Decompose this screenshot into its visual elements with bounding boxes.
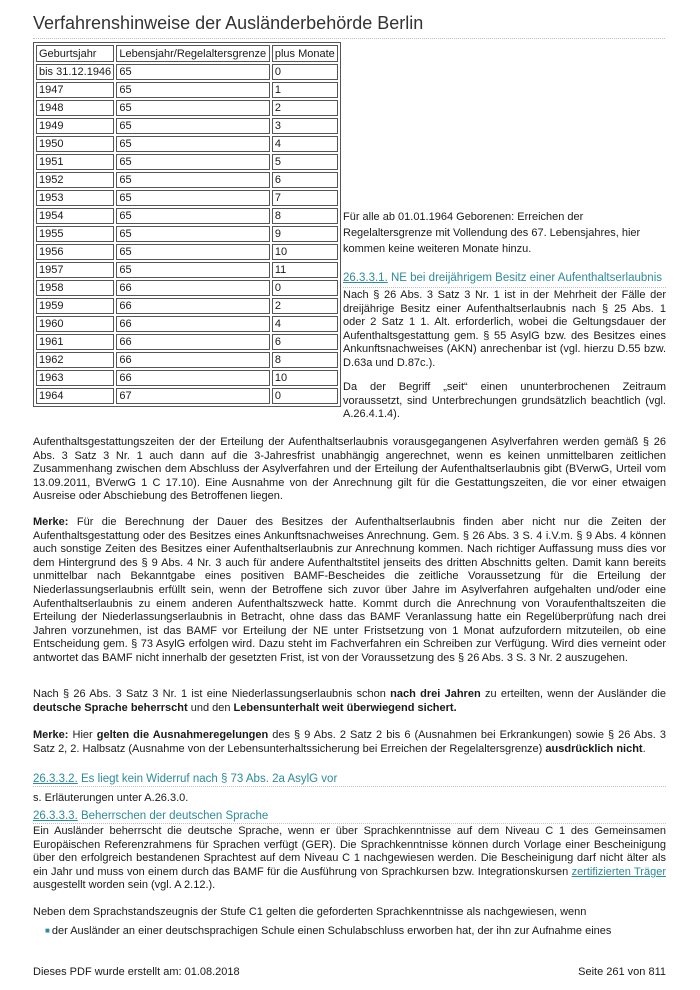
cell-age-limit: 65 bbox=[116, 208, 269, 224]
cell-birth-year: 1964 bbox=[36, 388, 114, 404]
side-note: Für alle ab 01.01.1964 Geborenen: Erreichen der Regelaltersgrenze mit Vollendung des 67. Lebensjahres, hier kommen keine weiteren Monate hinzu. bbox=[343, 211, 641, 255]
table-row bbox=[36, 298, 338, 314]
cell-age-limit: 65 bbox=[116, 226, 269, 242]
cell-age-limit: 65 bbox=[116, 64, 269, 80]
merke-label: Merke: bbox=[33, 516, 69, 528]
cell-plus-months: 4 bbox=[272, 136, 338, 152]
paragraph bbox=[33, 688, 666, 715]
cell-plus-months: 10 bbox=[272, 244, 338, 260]
table-row bbox=[36, 190, 338, 206]
cell-birth-year: 1953 bbox=[36, 190, 114, 206]
bold-text: deutsche Sprache beherrscht bbox=[33, 701, 188, 714]
table-row bbox=[36, 100, 338, 116]
cell-age-limit: 66 bbox=[116, 370, 269, 386]
cell-plus-months: 8 bbox=[272, 208, 338, 224]
cell-age-limit: 65 bbox=[116, 190, 269, 206]
cell-plus-months: 9 bbox=[272, 226, 338, 242]
cell-plus-months: 2 bbox=[272, 298, 338, 314]
table-row bbox=[36, 262, 338, 278]
page-number: Seite 261 von 811 bbox=[578, 966, 666, 978]
cell-birth-year: 1952 bbox=[36, 172, 114, 188]
cell-birth-year: 1961 bbox=[36, 334, 114, 350]
paragraph: s. Erläuterungen unter A.26.3.0. bbox=[33, 792, 189, 804]
column-header-plus-months: plus Monate bbox=[272, 45, 338, 62]
cell-birth-year: 1950 bbox=[36, 136, 114, 152]
bold-text: nach drei Jahren bbox=[390, 688, 481, 700]
cell-birth-year: 1963 bbox=[36, 370, 114, 386]
text: des § 9 Abs. 2 Satz 2 bis 6 (Ausnahmen bei Erkrankungen) sowie § 26 Abs. 3 Satz 2, 2. Halbsatz (Ausnahme von der Lebensunterhaltssicherung bei Erreichen der Regelaltersgrenze) bbox=[33, 729, 667, 755]
table-row bbox=[36, 172, 338, 188]
column-header-birth-year: Geburtsjahr bbox=[36, 45, 114, 62]
section-number-link[interactable]: 26.3.3.2. bbox=[33, 773, 78, 785]
created-date: Dieses PDF wurde erstellt am: 01.08.2018 bbox=[33, 966, 240, 978]
section-title: NE bei dreijährigem Besitz einer Aufenthaltserlaubnis bbox=[390, 272, 663, 284]
cell-birth-year: 1957 bbox=[36, 262, 114, 278]
table-row bbox=[36, 118, 338, 134]
section-number-link[interactable]: 26.3.3.1. bbox=[343, 272, 388, 284]
section-title: Beherrschen der deutschen Sprache bbox=[80, 810, 269, 822]
cell-birth-year: 1962 bbox=[36, 352, 114, 368]
cell-age-limit: 65 bbox=[116, 100, 269, 116]
text: Ein Ausländer beherrscht die deutsche Sprache, wenn er über Sprachkenntnisse auf dem Niveau C 1 des Gemeinsamen Europäischen Referenzrahmens für Sprachen verfügt (GER). Die Sprachkenntnisse können durch Vorlage einer Bescheinigung über den erfolgreich bestandenen Sprachtest auf dem Niveau C 1 nachgewiesen werden. Die Bescheinigung darf nicht älter als ein Jahr und muss von einem durch das BAMF für die Ausführung von Sprachkursen bzw. Integrationskursen bbox=[33, 825, 666, 878]
table-row bbox=[36, 226, 338, 242]
retirement-age-table bbox=[33, 42, 341, 407]
cell-age-limit: 65 bbox=[116, 244, 269, 260]
cell-age-limit: 65 bbox=[116, 262, 269, 278]
cell-birth-year: 1958 bbox=[36, 280, 114, 296]
cell-age-limit: 66 bbox=[116, 316, 269, 332]
bold-text: ausdrücklich nicht bbox=[545, 742, 643, 755]
table-row bbox=[36, 352, 338, 368]
cell-birth-year: 1960 bbox=[36, 316, 114, 332]
cell-birth-year: 1959 bbox=[36, 298, 114, 314]
section-heading-26-3-3-1 bbox=[343, 270, 666, 288]
cell-plus-months: 5 bbox=[272, 154, 338, 170]
page-title: Verfahrenshinweise der Ausländerbehörde Berlin bbox=[33, 13, 665, 39]
cell-age-limit: 66 bbox=[116, 352, 269, 368]
table-row bbox=[36, 82, 338, 98]
cell-plus-months: 4 bbox=[272, 316, 338, 332]
certified-provider-link[interactable]: zertifizierten Träger bbox=[571, 865, 666, 878]
cell-birth-year: 1956 bbox=[36, 244, 114, 260]
paragraph bbox=[33, 825, 666, 893]
merke-paragraph bbox=[33, 516, 666, 666]
cell-birth-year: 1951 bbox=[36, 154, 114, 170]
cell-plus-months: 2 bbox=[272, 100, 338, 116]
cell-plus-months: 0 bbox=[272, 280, 338, 296]
cell-plus-months: 11 bbox=[272, 262, 338, 278]
cell-birth-year: 1949 bbox=[36, 118, 114, 134]
cell-birth-year: bis 31.12.1946 bbox=[36, 64, 114, 80]
table-row bbox=[36, 244, 338, 260]
cell-age-limit: 65 bbox=[116, 172, 269, 188]
list-item bbox=[45, 924, 666, 939]
cell-age-limit: 65 bbox=[116, 136, 269, 152]
table-header-row bbox=[36, 45, 338, 62]
footer bbox=[33, 966, 666, 978]
cell-plus-months: 1 bbox=[272, 82, 338, 98]
text: zu erteilten, wenn der Ausländer die bbox=[480, 688, 666, 700]
table-row bbox=[36, 154, 338, 170]
list-item-text: der Ausländer an einer deutschsprachigen Schule einen Schulabschluss erworben hat, der ihn zur Aufnahme eines bbox=[51, 925, 612, 937]
table-row bbox=[36, 136, 338, 152]
bold-text: gelten die Ausnahmeregelungen bbox=[96, 729, 269, 741]
paragraph-text: Für die Berechnung der Dauer des Besitzes der Aufenthaltserlaubnis finden aber nicht nur die Zeiten der Aufenthaltsgestattung oder des Besitzes eines Ankunftsnachweises Anrechnung. Gem. § 26 Abs. 3 S. 4 i.V.m. § 9 Abs. 4 können auch sonstige Zeiten des Besitzes einer Aufenthaltserlaubnis zur Anrechnung kommen. Nach richtiger Auffassung muss dies vor dem Hintergrund des § 9 Abs. 4 Nr. 3 auch für andere Aufenthaltstitel jenseits des dritten Abschnitts gelten. Damit kann bereits unmittelbar nach Bekanntgabe eines positiven BAMF-Bescheides die zeitliche Voraussetzung für die Erteilung der Niederlassungserlaubnis erfüllt sein, wenn der Betroffene sich zuvor über Jahre im Asylverfahren aufgehalten und/oder eine Aufenthaltserlaubnis zu einem anderen Aufenthaltszweck hatte. Kommt durch die Anrechnung von Voraufenthaltszeiten die Erteilung der Niederlassungserlaubnis in Betracht, ohne dass das BAMF Veranlassung hatte ein Regelüberprüfung nach drei Jahren vorzunehmen, ist das BAMF vor Erteilung der NE unter Fristsetzung von 1 Monat aufzufordern mitzuteilen, ob eine Entscheidung gem. § 73 AsylG erfolgen wird. Dazu steht im Fachverfahren ein Schreiben zur Verfügung. Wird dies verneint oder antwortet das BAMF nicht innerhalb der gesetzten Frist, ist von der Voraussetzung des § 26 Abs. 3 S. 3 Nr. 2 auszugehen. bbox=[33, 516, 667, 664]
cell-plus-months: 3 bbox=[272, 118, 338, 134]
section-number-link[interactable]: 26.3.3.3. bbox=[33, 810, 78, 822]
cell-birth-year: 1955 bbox=[36, 226, 114, 242]
table-row bbox=[36, 64, 338, 80]
text: . bbox=[642, 742, 646, 755]
cell-age-limit: 65 bbox=[116, 154, 269, 170]
table-row bbox=[36, 388, 338, 404]
table-row bbox=[36, 208, 338, 224]
cell-birth-year: 1954 bbox=[36, 208, 114, 224]
cell-plus-months: 7 bbox=[272, 190, 338, 206]
cell-plus-months: 10 bbox=[272, 370, 338, 386]
table-row bbox=[36, 280, 338, 296]
cell-birth-year: 1947 bbox=[36, 82, 114, 98]
cell-plus-months: 6 bbox=[272, 334, 338, 350]
cell-age-limit: 66 bbox=[116, 280, 269, 296]
section-title: Es liegt kein Widerruf nach § 73 Abs. 2a AsylG vor bbox=[80, 773, 338, 785]
table-row bbox=[36, 334, 338, 350]
cell-age-limit: 66 bbox=[116, 334, 269, 350]
paragraph: Da der Begriff „seit“ einen ununterbrochenen Zeitraum voraussetzt, sind Unterbrechungen grundsätzlich beachtlich (vgl. A.26.4.1.4). bbox=[343, 381, 666, 420]
bold-text: Lebensunterhalt weit überwiegend sichert. bbox=[233, 701, 457, 714]
cell-birth-year: 1948 bbox=[36, 100, 114, 116]
paragraph: Aufenthaltsgestattungszeiten der der Erteilung der Aufenthaltserlaubnis vorausgegangenen Asylverfahren werden gemäß § 26 Abs. 3 Satz 3 Nr. 1 auch dann auf die 3-Jahresfrist unabhängig angerechnet, wenn es keinen unmittelbaren zeitlichen Zusammenhang zwischen dem Abschluss der Asylverfahren und der Erteilung der Aufenthaltserlaubnis gibt (BVerwG, Urteil vom 13.09.2011, BVerwG 1 C 17.10). Eine Ausnahme von der Anrechnung gilt für die Gestattungszeiten, die vor einer etwaigen Ausreise oder Abschiebung des Betroffenen liegen. bbox=[33, 436, 666, 503]
cell-plus-months: 8 bbox=[272, 352, 338, 368]
paragraph: Neben dem Sprachstandszeugnis der Stufe C1 gelten die geforderten Sprachkenntnisse als nachgewiesen, wenn bbox=[33, 906, 587, 918]
cell-age-limit: 65 bbox=[116, 82, 269, 98]
cell-age-limit: 66 bbox=[116, 298, 269, 314]
text: ausgestellt worden sein (vgl. A 2.12.). bbox=[33, 879, 216, 892]
cell-age-limit: 65 bbox=[116, 118, 269, 134]
section-heading-26-3-3-2 bbox=[33, 773, 666, 787]
paragraph: Nach § 26 Abs. 3 Satz 3 Nr. 1 ist in der Mehrheit der Fälle der dreijährige Besitz einer Aufenthaltserlaubnis nach § 25 Abs. 1 oder 2 Satz 1 1. Alt. erforderlich, wobei die Geltungsdauer der Aufenthaltsgestattung gem. § 55 AsylG bzw. des Besitzes eines Ankunftsnachweises (AKN) anrechenbar ist (vgl. hierzu D.55 bzw. D.63a und D.87c.). bbox=[343, 289, 666, 369]
merke-label: Merke: bbox=[33, 729, 69, 741]
text: und den bbox=[187, 701, 234, 714]
cell-plus-months: 6 bbox=[272, 172, 338, 188]
table-row bbox=[36, 316, 338, 332]
cell-plus-months: 0 bbox=[272, 64, 338, 80]
cell-plus-months: 0 bbox=[272, 388, 338, 404]
text: Nach § 26 Abs. 3 Satz 3 Nr. 1 ist eine Niederlassungserlaubnis schon bbox=[33, 688, 391, 700]
bullet-icon: ■ bbox=[45, 926, 50, 935]
section-heading-26-3-3-3 bbox=[33, 810, 666, 824]
table-row bbox=[36, 370, 338, 386]
column-header-age-limit: Lebensjahr/Regelaltersgrenze bbox=[116, 45, 269, 62]
merke-paragraph bbox=[33, 729, 666, 756]
cell-age-limit: 67 bbox=[116, 388, 269, 404]
text: Hier bbox=[68, 729, 97, 741]
